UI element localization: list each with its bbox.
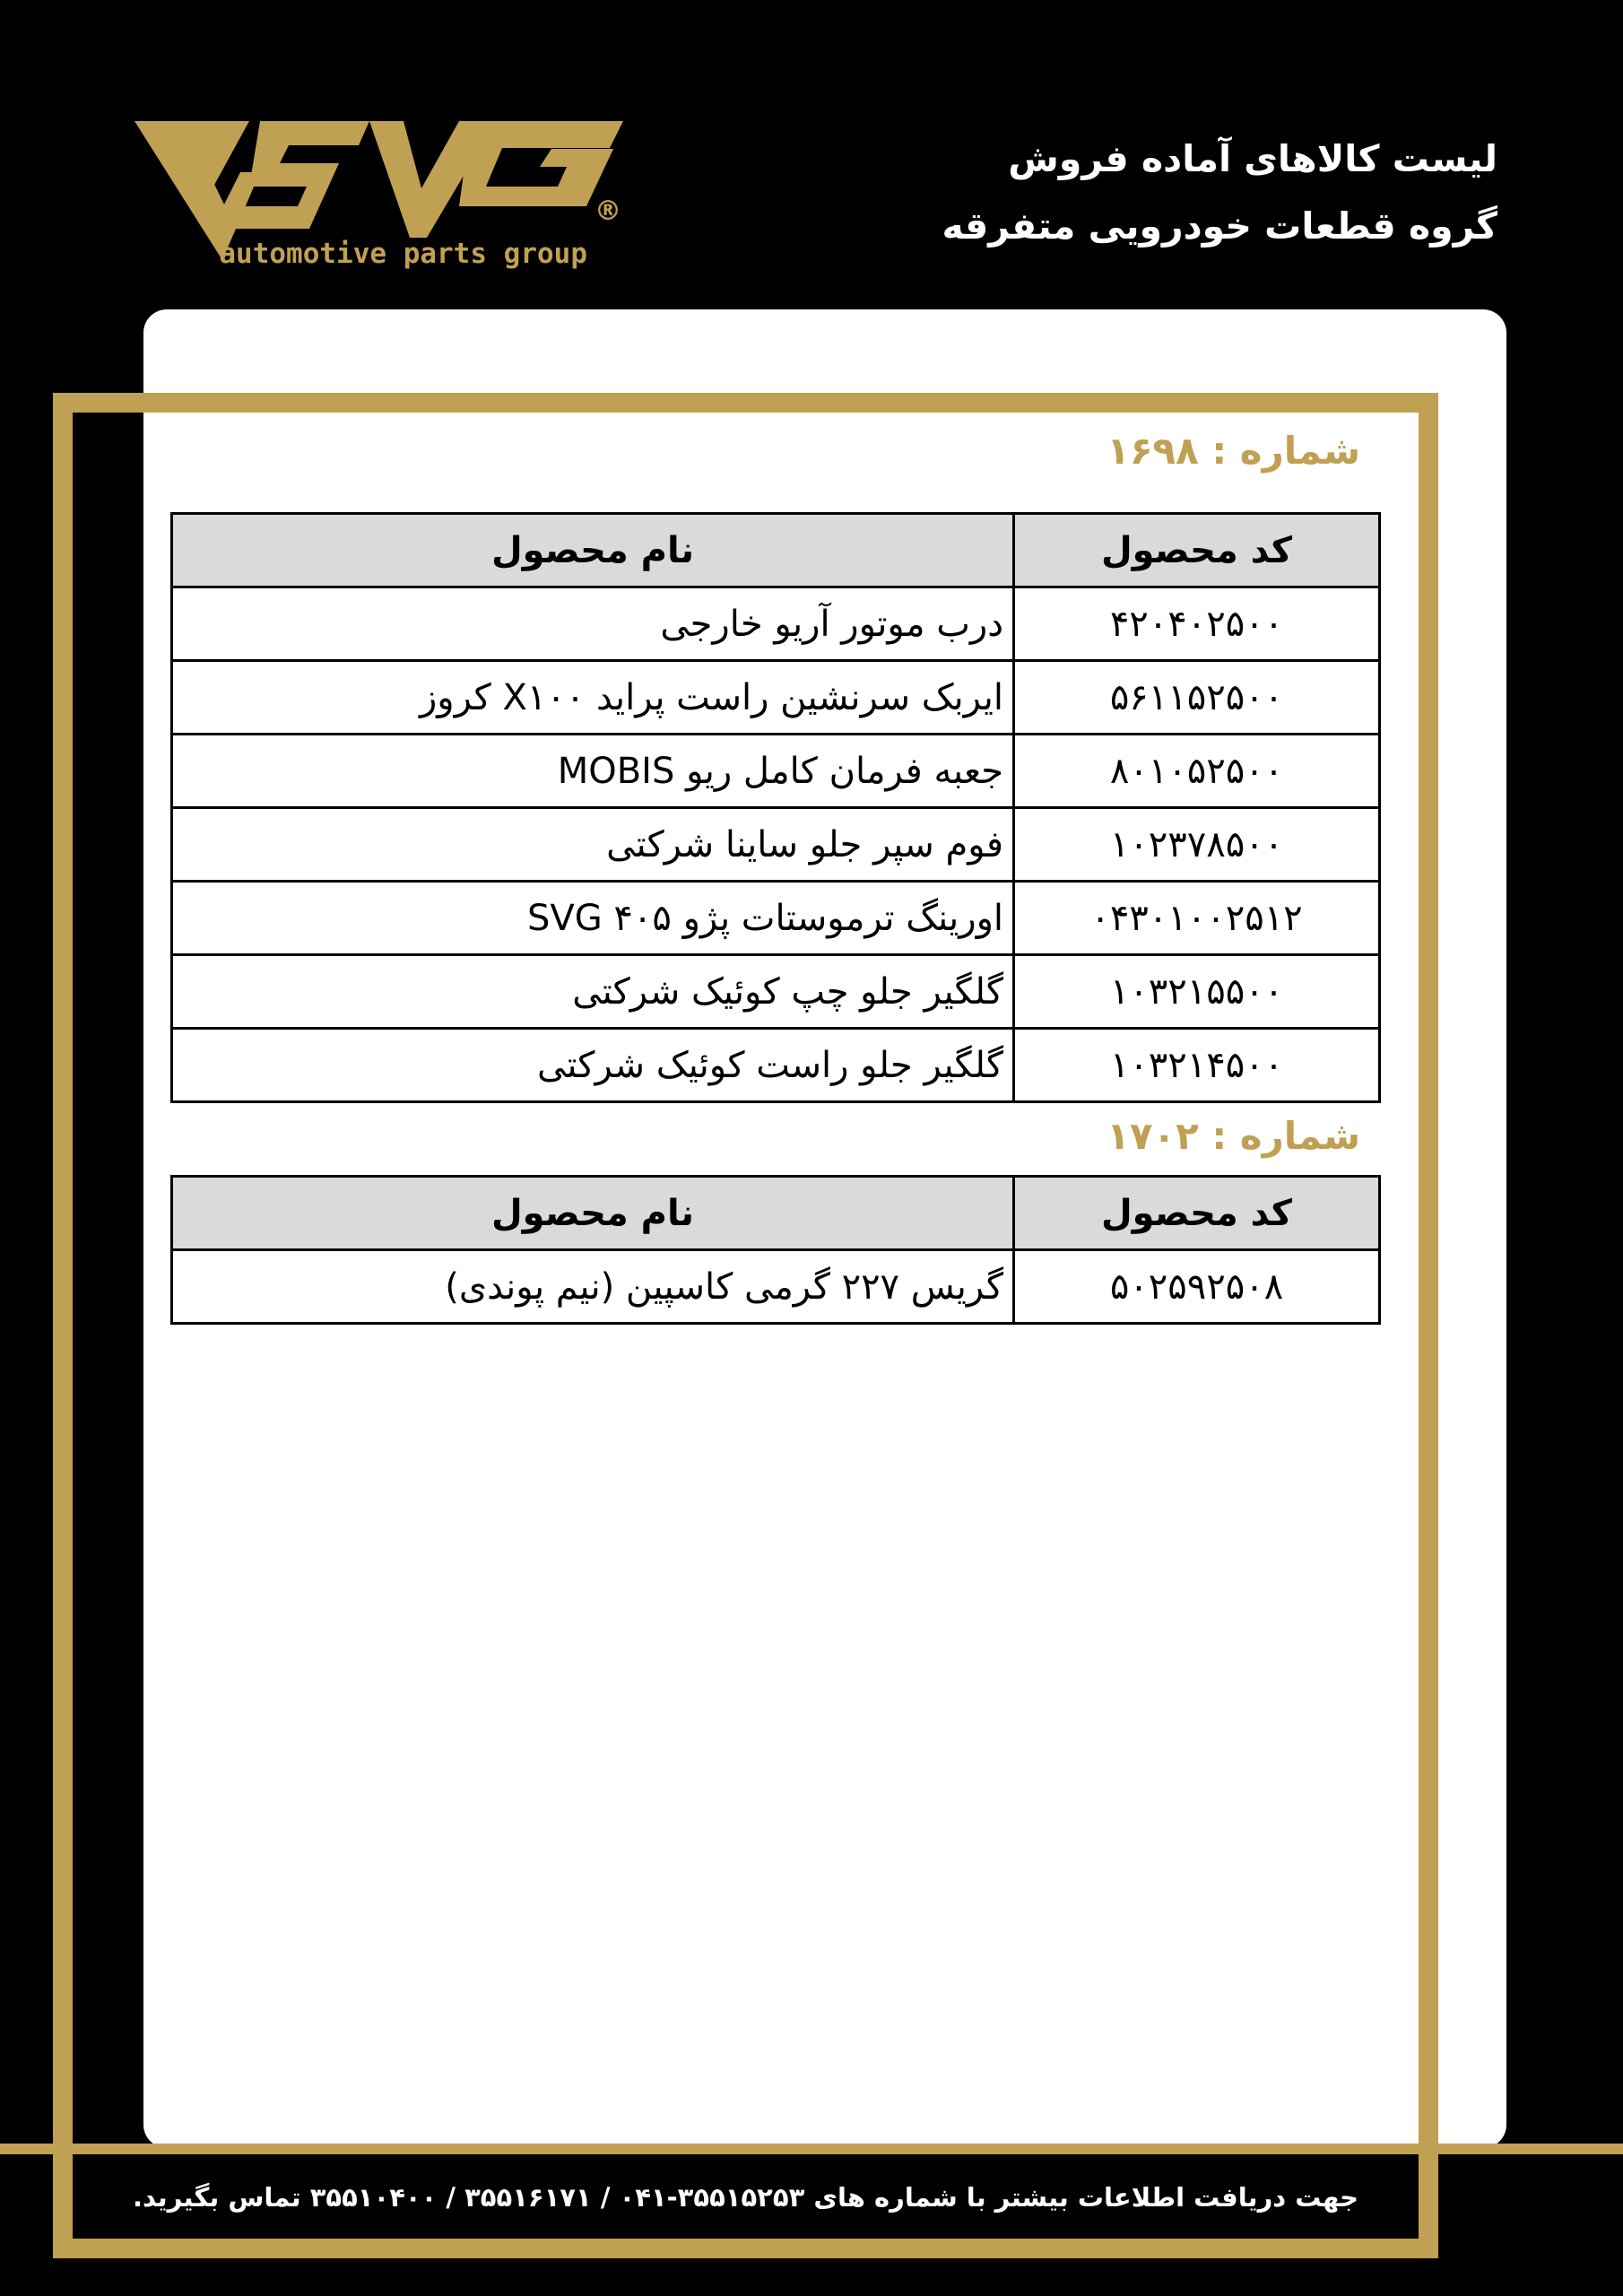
table-row: [172, 735, 1380, 808]
svg-logo-icon: [135, 117, 623, 274]
product-name: فوم سپر جلو ساینا شرکتی: [172, 808, 1014, 882]
product-code: ۸۰۱۰۵۲۵۰۰: [1014, 735, 1380, 808]
header-code: کد محصول: [1014, 514, 1380, 587]
header-name: نام محصول: [172, 514, 1014, 587]
product-code: ۰۴۳۰۱۰۰۲۵۱۲: [1014, 882, 1380, 955]
table-row: [172, 808, 1380, 882]
table-row: [172, 1029, 1380, 1102]
section-title-1698: شماره : ۱۶۹۸: [1107, 429, 1360, 473]
product-name: گلگیر جلو چپ کوئیک شرکتی: [172, 955, 1014, 1029]
product-code: ۱۰۳۲۱۵۵۰۰: [1014, 955, 1380, 1029]
product-name: ایربک سرنشین راست پراید X۱۰۰ کروز: [172, 661, 1014, 735]
product-code: ۱۰۳۲۱۴۵۰۰: [1014, 1029, 1380, 1102]
table-header-row: [172, 1177, 1380, 1250]
product-name: گریس ۲۲۷ گرمی کاسپین (نیم پوندی): [172, 1250, 1014, 1324]
registered-mark: ®: [595, 196, 621, 227]
product-code: ۵۶۱۱۵۲۵۰۰: [1014, 661, 1380, 735]
table-row: [172, 587, 1380, 661]
logo-tagline: automotive parts group: [219, 238, 587, 270]
table-row: [172, 955, 1380, 1029]
product-name: جعبه فرمان کامل ریو MOBIS: [172, 735, 1014, 808]
brand-logo: [135, 117, 623, 274]
page-title: [942, 126, 1497, 260]
product-code: ۴۲۰۴۰۲۵۰۰: [1014, 587, 1380, 661]
section-title-1702: شماره : ۱۷۰۲: [1107, 1114, 1360, 1158]
product-name: درب موتور آریو خارجی: [172, 587, 1014, 661]
products-table-1702: [170, 1175, 1381, 1325]
products-table-1698: [170, 512, 1381, 1103]
product-name: گلگیر جلو راست کوئیک شرکتی: [172, 1029, 1014, 1102]
footer-contact: جهت دریافت اطلاعات بیشتر با شماره های ۳۵۵۱۵۲۵۳-۰۴۱ / ۳۵۵۱۶۱۷۱ / ۳۵۵۱۰۴۰۰ تماس بگیرید.: [132, 2182, 1358, 2213]
title-line-2: گروه قطعات خودرویی متفرقه: [942, 204, 1497, 248]
header-code: کد محصول: [1014, 1177, 1380, 1250]
product-code: ۱۰۲۳۷۸۵۰۰: [1014, 808, 1380, 882]
product-name: اورینگ ترموستات پژو ۴۰۵ SVG: [172, 882, 1014, 955]
product-code: ۵۰۲۵۹۲۵۰۸: [1014, 1250, 1380, 1324]
table-row: [172, 882, 1380, 955]
table-row: [172, 661, 1380, 735]
title-line-1: لیست کالاهای آماده فروش: [1008, 137, 1497, 180]
table-row: [172, 1250, 1380, 1324]
footer-divider: [0, 2144, 1623, 2154]
header-name: نام محصول: [172, 1177, 1014, 1250]
table-header-row: [172, 514, 1380, 587]
